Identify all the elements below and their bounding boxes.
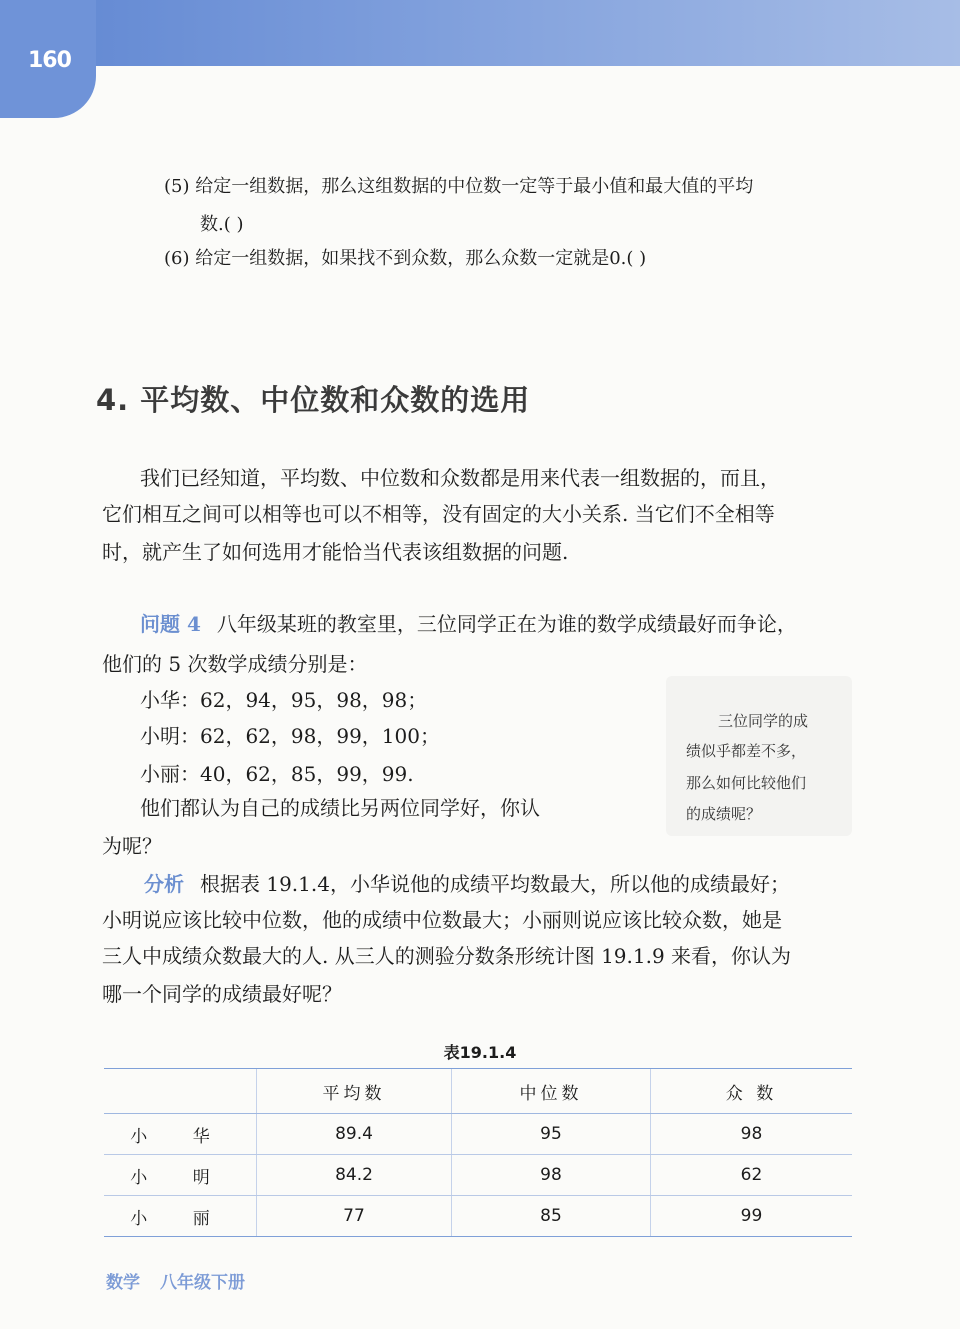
header-empty <box>104 1069 257 1114</box>
score-summary-table <box>104 1068 852 1237</box>
page-number: 160 <box>28 48 71 73</box>
footer-subject: 数学 <box>106 1273 140 1293</box>
section-title: 4. 平均数、中位数和众数的选用 <box>96 383 531 417</box>
table-row <box>104 1196 852 1237</box>
table-row <box>104 1114 852 1155</box>
table-row <box>104 1155 852 1196</box>
analysis-label: 分析 <box>144 872 184 896</box>
table-header-row <box>104 1069 852 1114</box>
problem-line-2: 他们的 5 次数学成绩分别是： <box>102 652 368 676</box>
aside-line-4: 的成绩呢？ <box>686 805 762 823</box>
header-band <box>0 0 960 66</box>
aside-line-2: 绩似乎都差不多， <box>686 742 807 760</box>
header-mean: 平均数 <box>257 1069 452 1114</box>
row-name: 小 华 <box>104 1114 257 1155</box>
problem-label: 问题 4 <box>140 612 201 636</box>
intro-line-2: 它们相互之间可以相等也可以不相等，没有固定的大小关系. 当它们不全相等 <box>102 502 775 526</box>
problem-question-line-1: 他们都认为自己的成绩比另两位同学好，你认 <box>140 796 540 820</box>
cell-mode: 99 <box>651 1196 853 1237</box>
cell-mode: 98 <box>651 1114 853 1155</box>
analysis-line-1 <box>144 868 790 897</box>
cell-median: 98 <box>452 1155 651 1196</box>
footer <box>106 1268 245 1293</box>
row-name: 小 明 <box>104 1155 257 1196</box>
cell-mean: 84.2 <box>257 1155 452 1196</box>
analysis-text: 根据表 19.1.4，小华说他的成绩平均数最大，所以他的成绩最好； <box>200 872 790 896</box>
cell-median: 95 <box>452 1114 651 1155</box>
exercise-6-line1: (6) 给定一组数据，如果找不到众数，那么众数一定就是0.( ) <box>164 248 647 269</box>
aside-line-3: 那么如何比较他们 <box>686 774 807 792</box>
aside-line-1: 三位同学的成 <box>718 712 809 730</box>
exercise-5-line2: 数.( ) <box>200 214 244 235</box>
cell-mean: 89.4 <box>257 1114 452 1155</box>
footer-grade: 八年级下册 <box>160 1273 245 1293</box>
score-xiaoli: 小丽：40，62，85，99，99. <box>140 762 414 786</box>
table-caption: 表19.1.4 <box>443 1043 517 1062</box>
analysis-line-3: 三人中成绩众数最大的人. 从三人的测验分数条形统计图 19.1.9 来看，你认为 <box>102 944 792 968</box>
row-name: 小 丽 <box>104 1196 257 1237</box>
problem-text: 八年级某班的教室里，三位同学正在为谁的数学成绩最好而争论， <box>216 612 797 636</box>
analysis-line-2: 小明说应该比较中位数，他的成绩中位数最大；小丽则说应该比较众数，她是 <box>102 908 782 932</box>
problem-line-1 <box>140 608 797 637</box>
cell-median: 85 <box>452 1196 651 1237</box>
score-xiaohua: 小华：62，94，95，98，98； <box>140 688 428 712</box>
exercise-5-line1: (5) 给定一组数据，那么这组数据的中位数一定等于最小值和最大值的平均 <box>164 176 754 197</box>
analysis-line-4: 哪一个同学的成绩最好呢？ <box>102 982 342 1006</box>
cell-mean: 77 <box>257 1196 452 1237</box>
header-mode: 众 数 <box>651 1069 853 1114</box>
cell-mode: 62 <box>651 1155 853 1196</box>
intro-line-3: 时，就产生了如何选用才能恰当代表该组数据的问题. <box>102 540 569 564</box>
intro-line-1: 我们已经知道，平均数、中位数和众数都是用来代表一组数据的，而且， <box>140 466 780 490</box>
score-xiaoming: 小明：62，62，98，99，100； <box>140 724 440 748</box>
problem-question-line-2: 为呢？ <box>102 834 162 858</box>
header-median: 中位数 <box>452 1069 651 1114</box>
